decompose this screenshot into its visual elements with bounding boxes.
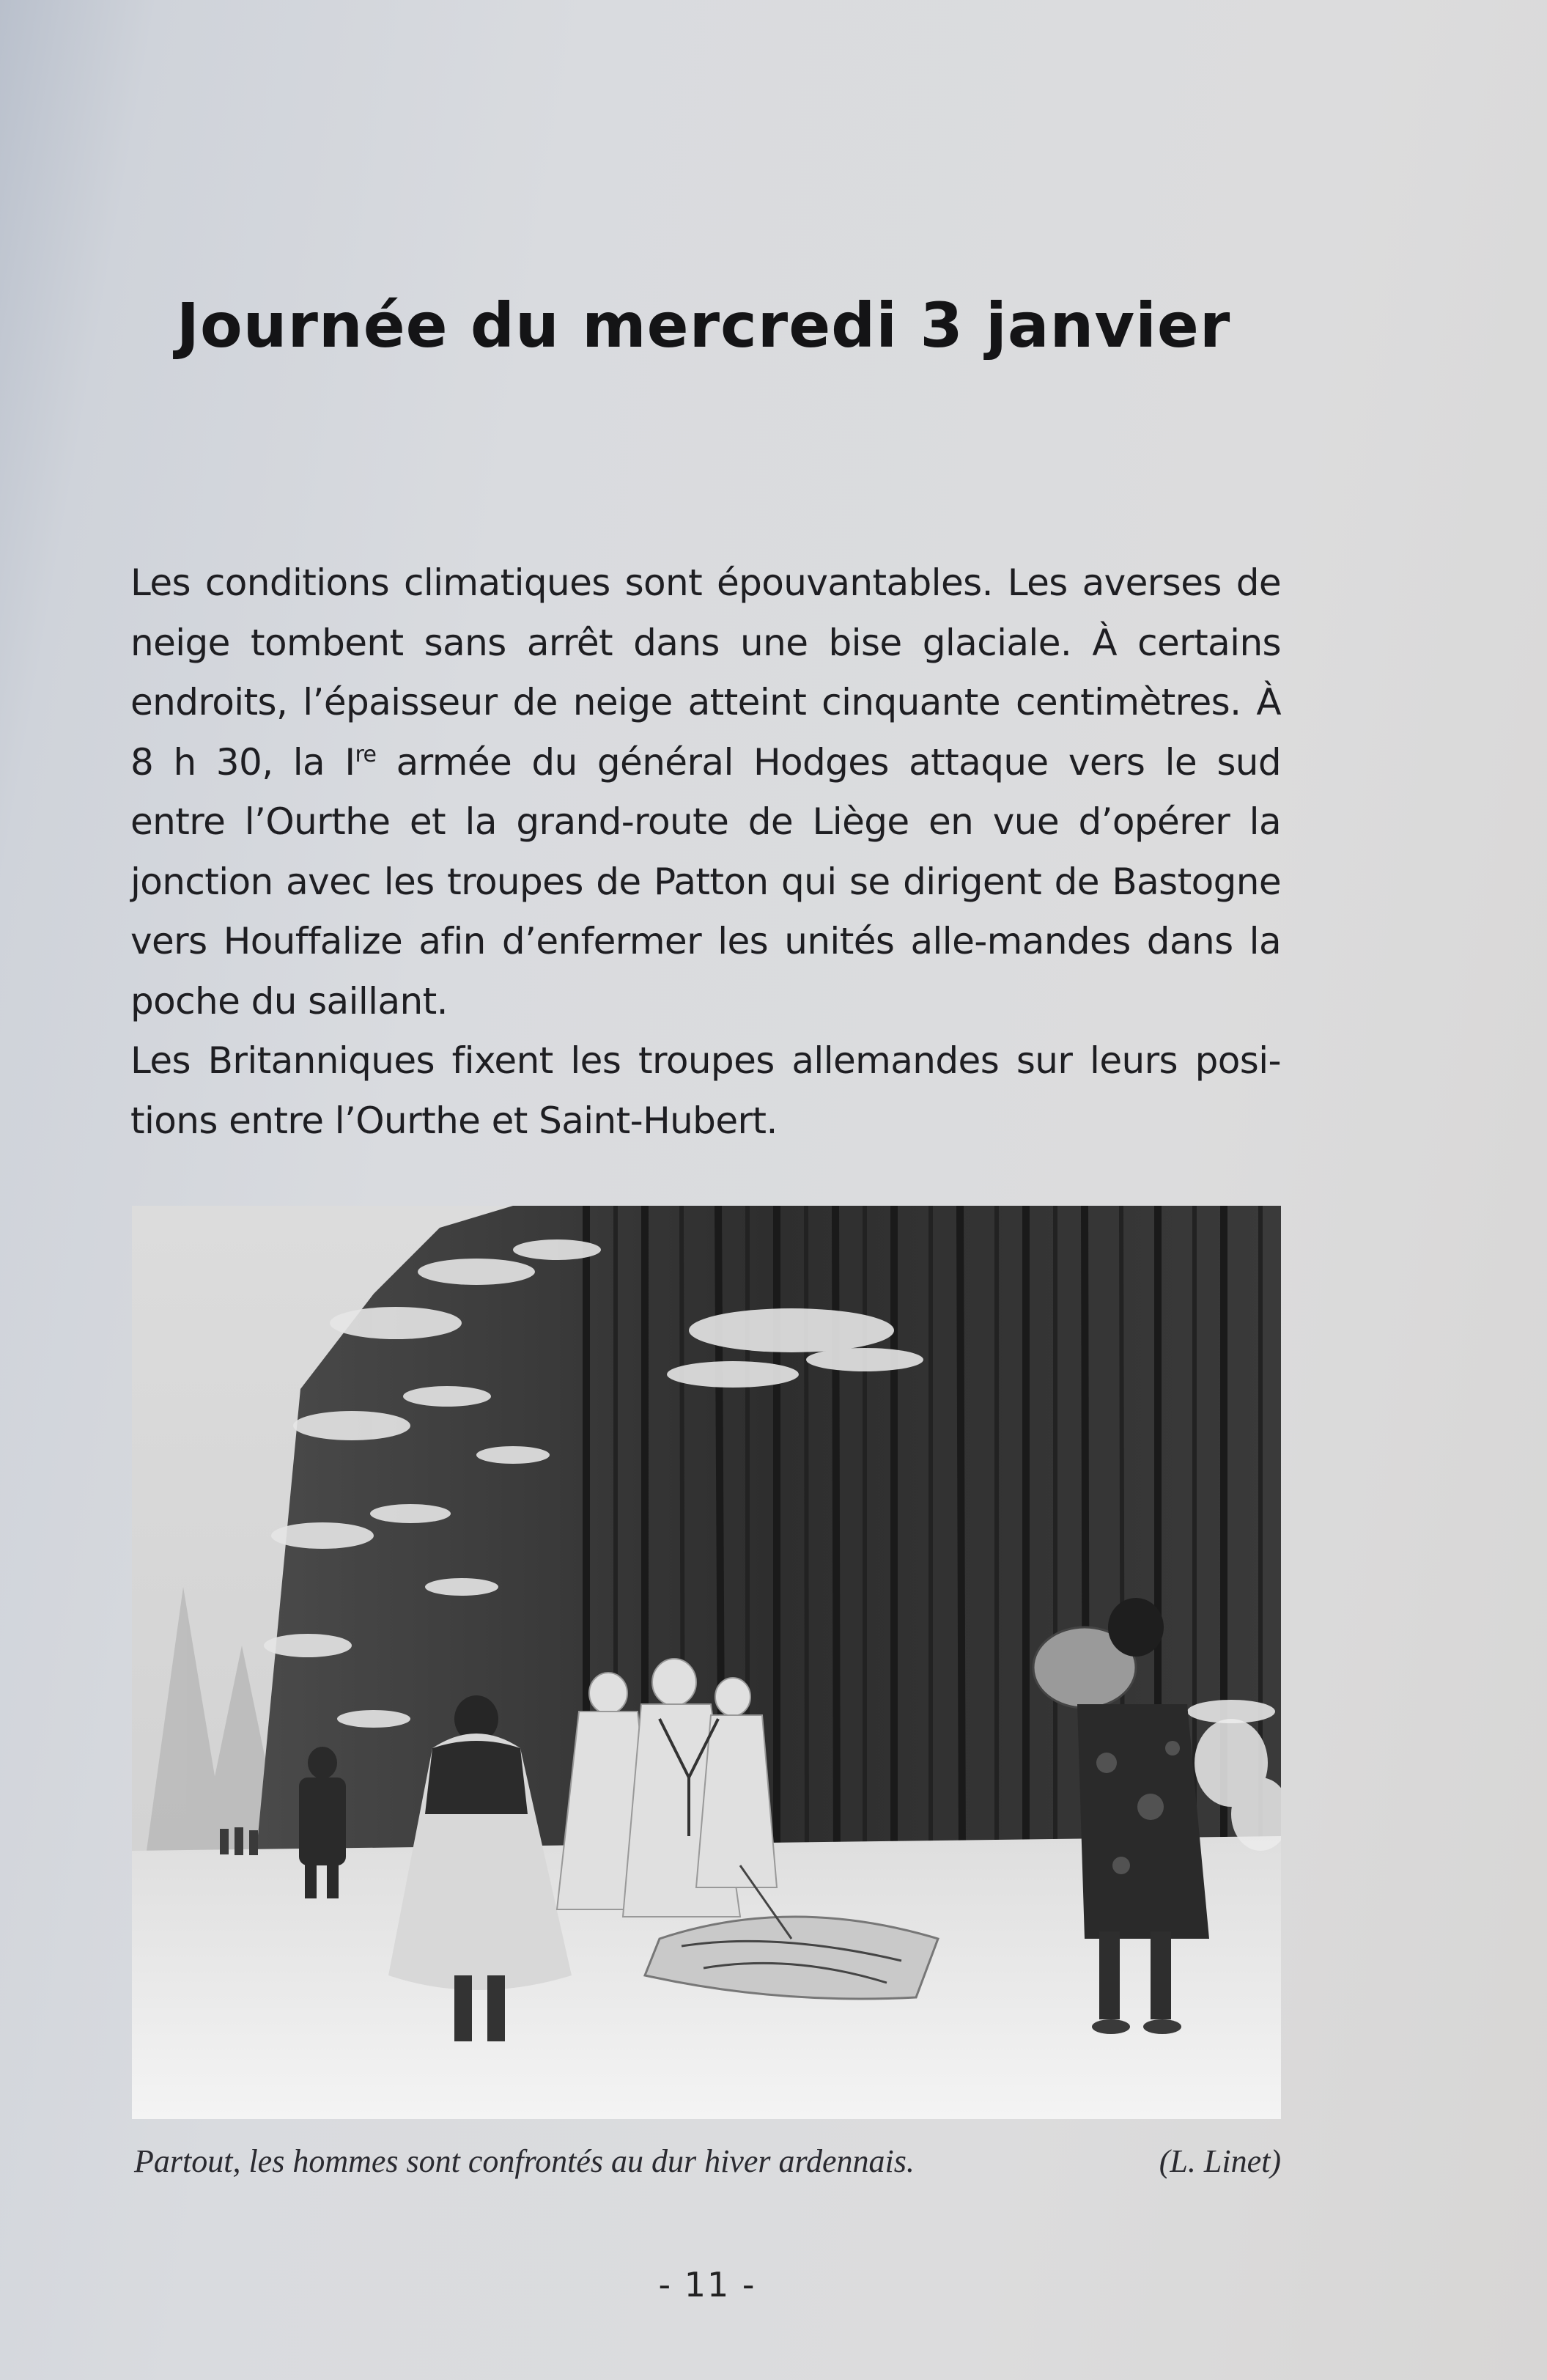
paragraph-1-text-a: Les conditions climatiques sont épouvantables. Les averses de neige tombent sans arrêt dans une bise glaciale. À certains endroits, l’épaisseur de neige atteint cinquante centimètres. À 8 h 30, la I [130,561,1281,784]
body-text [130,553,1281,1151]
caption-text: Partout, les hommes sont confrontés au dur hiver ardennais. [134,2143,915,2179]
paragraph-1-text-b: armée du général Hodges attaque vers le sud entre l’Ourthe et la grand-route de Liège en vue d’opérer la jonction avec les troupes de Patton qui se dirigent de Bastogne vers Houffalize afin d’enfermer les unités alle-mandes dans la poche du saillant. [130,740,1281,1023]
paragraph-2: Les Britanniques fixent les troupes allemandes sur leurs posi-tions entre l’Ourthe et Saint-Hubert. [130,1039,1281,1142]
page-title: Journée du mercredi 3 janvier [176,290,1231,361]
ordinal-superscript: re [355,741,377,767]
photo-caption [134,2143,1281,2180]
paragraph-1 [130,553,1281,1031]
page-number: - 11 - [658,2265,756,2305]
reverse-bleed-through [755,132,1282,161]
photo-credit: (L. Linet) [1159,2143,1281,2179]
photo-snowy-forest-soldiers [132,1206,1281,2119]
photo-illustration [132,1206,1281,2119]
